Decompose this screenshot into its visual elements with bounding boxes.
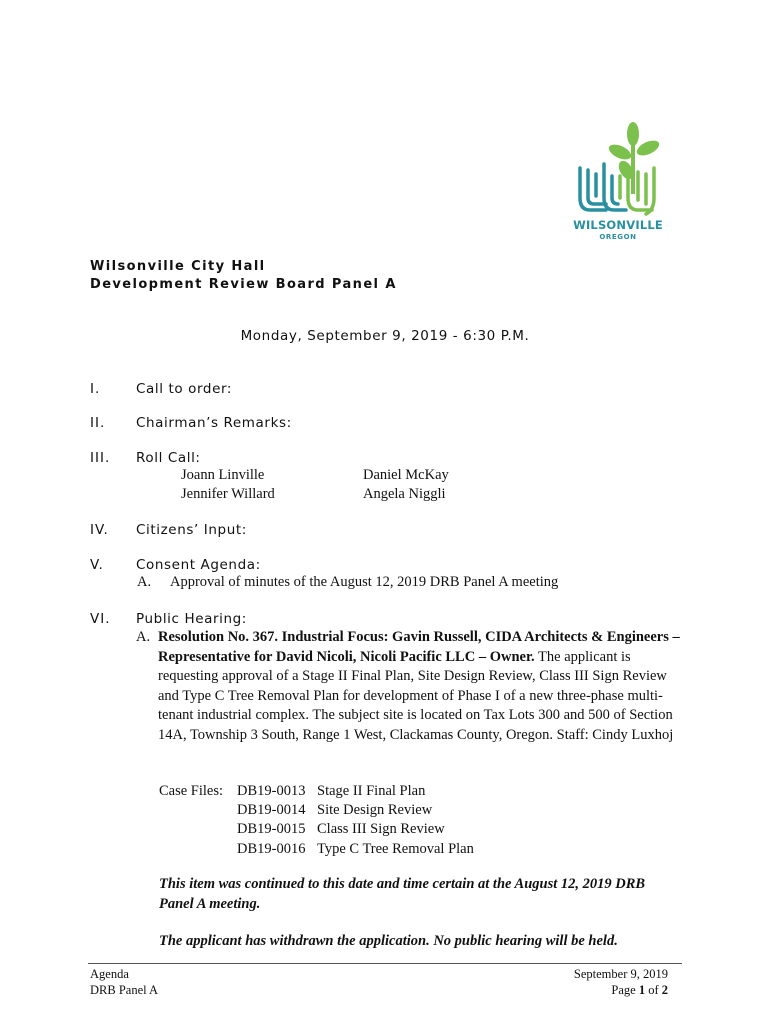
roll-call-member: Joann Linville — [181, 467, 265, 483]
consent-minutes-approval: Approval of minutes of the August 12, 2019 DRB Panel A meeting — [170, 574, 559, 590]
item-public-hearing: Public Hearing: — [136, 611, 247, 627]
logo-state: OREGON — [599, 233, 637, 241]
item-number-6: VI. — [90, 611, 111, 627]
item-chairman-remarks: Chairman’s Remarks: — [136, 415, 292, 431]
item-citizens-input: Citizens’ Input: — [136, 522, 247, 538]
wilsonville-logo-icon — [566, 118, 670, 218]
page-prefix: Page — [611, 983, 639, 997]
page-of: of — [645, 983, 662, 997]
case-file-desc: Type C Tree Removal Plan — [317, 841, 474, 857]
hearing-description — [158, 628, 684, 745]
continuation-note: This item was continued to this date and time certain at the August 12, 2019 DRB Panel A meeting. — [159, 876, 646, 912]
venue-title: Wilsonville City Hall — [90, 259, 266, 274]
item-number-3: III. — [90, 450, 111, 466]
roll-call-member: Jennifer Willard — [181, 486, 275, 502]
item-number-4: IV. — [90, 522, 109, 538]
withdrawal-note: The applicant has withdrawn the application. No public hearing will be held. — [159, 933, 618, 949]
resolution-summary: The applicant is requesting approval of a Stage II Final Plan, Site Design Review, Class III Sign Review and Type C Tree Removal Plan for development of Phase I of a new three-phase multi-tenant industrial complex. The subject site is located on Tax Lots 300 and 500 of Section 14A, Township 3 South, Range 1 West, Clackamas County, Oregon. Staff: Cindy Luxhoj — [158, 648, 674, 743]
footer-doc-type: Agenda — [90, 967, 129, 981]
item-number-5: V. — [90, 557, 104, 573]
meeting-date: Monday, September 9, 2019 - 6:30 P.M. — [240, 328, 530, 344]
roll-call-member: Daniel McKay — [363, 467, 449, 483]
total-pages: 2 — [661, 983, 668, 997]
case-file-id: DB19-0014 — [237, 802, 306, 818]
case-files-label: Case Files: — [159, 783, 224, 799]
footer-date: September 9, 2019 — [573, 967, 668, 981]
item-number-1: I. — [90, 381, 101, 397]
consent-letter: A. — [137, 574, 152, 590]
case-file-id: DB19-0013 — [237, 783, 306, 799]
item-number-2: II. — [90, 415, 106, 431]
item-consent-agenda: Consent Agenda: — [136, 557, 261, 573]
logo-wordmark: WILSONVILLE — [573, 218, 663, 232]
case-file-id: DB19-0015 — [237, 821, 306, 837]
footer-page-number — [611, 983, 668, 998]
case-file-id: DB19-0016 — [237, 841, 306, 857]
footer-board: DRB Panel A — [90, 983, 159, 997]
item-roll-call: Roll Call: — [136, 450, 201, 466]
current-page: 1 — [638, 983, 646, 997]
item-call-to-order: Call to order: — [136, 381, 233, 397]
case-file-desc: Class III Sign Review — [317, 821, 445, 837]
resolution-heading: Resolution No. 367. Industrial Focus: Gavin Russell, CIDA Architects & Engineers – Representative for David Nicoli, Nicoli Pacific LLC – Owner. — [158, 629, 680, 665]
footer-divider — [88, 963, 682, 964]
case-file-desc: Stage II Final Plan — [317, 783, 426, 799]
roll-call-member: Angela Niggli — [363, 486, 446, 502]
board-title: Development Review Board Panel A — [90, 277, 397, 292]
case-file-desc: Site Design Review — [317, 802, 433, 818]
hearing-letter: A. — [136, 629, 151, 645]
